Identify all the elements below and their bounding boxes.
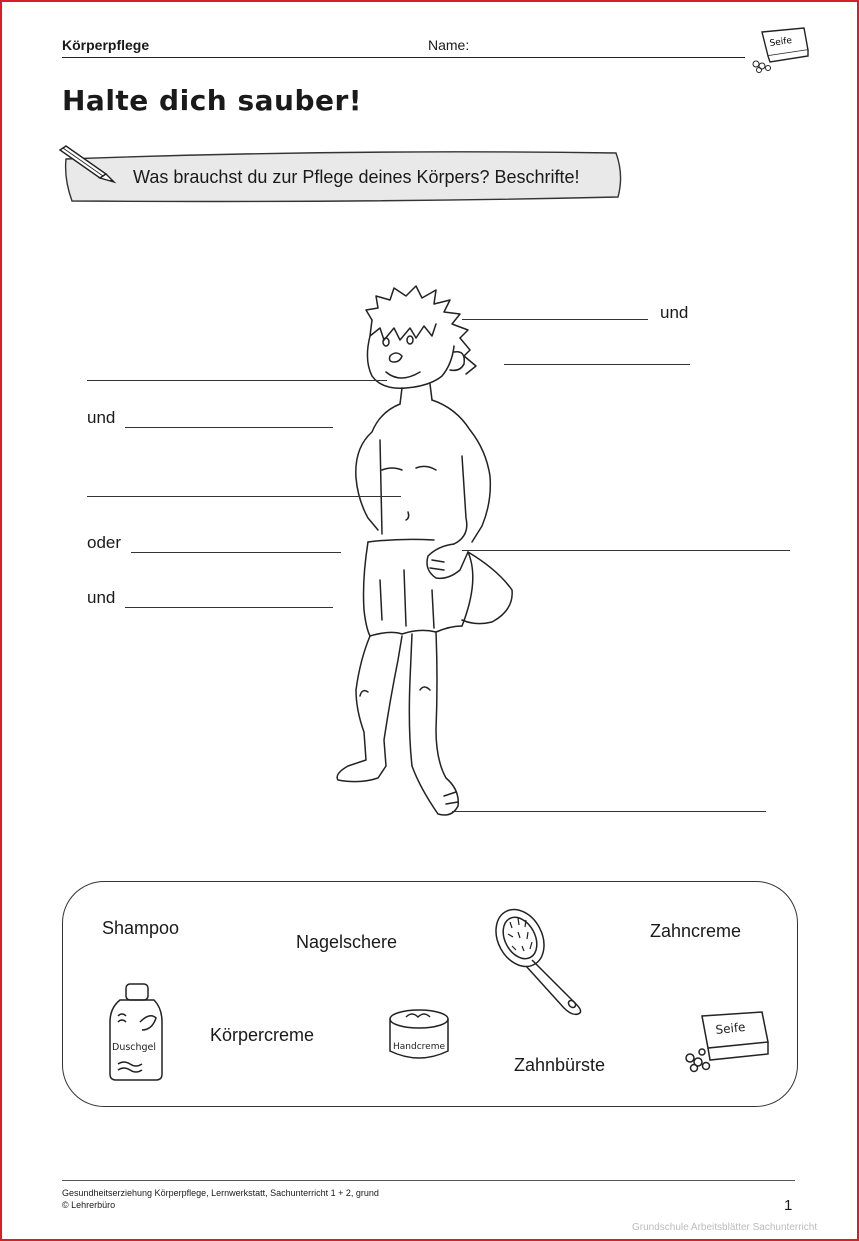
- answer-line-8[interactable]: [125, 607, 333, 608]
- watermark: Grundschule Arbeitsblätter Sachunterricht: [632, 1222, 818, 1233]
- answer-line-9[interactable]: [452, 811, 766, 812]
- answer-line-7[interactable]: [462, 550, 790, 551]
- footer-publisher: © Lehrerbüro: [62, 1200, 116, 1210]
- answer-line-5[interactable]: [87, 496, 401, 497]
- word-zahncreme: Zahncreme: [650, 921, 742, 941]
- name-label: Name:: [428, 37, 470, 53]
- word-shampoo: Shampoo: [102, 918, 180, 938]
- word-nagelschere: Nagelschere: [296, 932, 398, 952]
- footer-rule: [62, 1180, 795, 1181]
- word-koerpercreme: Körpercreme: [210, 1025, 315, 1045]
- word-zahnbuerste: Zahnbürste: [514, 1055, 606, 1075]
- task-instruction: Was brauchst du zur Pflege deines Körpers? Beschrifte!: [133, 167, 580, 187]
- label-und-2: und: [87, 408, 116, 427]
- label-oder: oder: [87, 533, 122, 552]
- answer-line-2[interactable]: [504, 364, 690, 365]
- label-und-3: und: [87, 588, 116, 607]
- answer-line-3[interactable]: [87, 380, 387, 381]
- soap-header-label: Seife: [769, 35, 793, 49]
- answer-line-6[interactable]: [131, 552, 341, 553]
- hairbrush-icon: [492, 904, 592, 1016]
- page-title: Halte dich sauber!: [62, 84, 363, 117]
- bottle-label: Duschgel: [112, 1042, 157, 1053]
- header-rule: [62, 57, 745, 58]
- label-und-1: und: [660, 303, 689, 322]
- shower-gel-bottle-icon: [104, 982, 168, 1082]
- answer-line-1[interactable]: [462, 319, 648, 320]
- jar-label: Handcreme: [393, 1042, 445, 1052]
- soap-bar-label: Seife: [714, 1019, 747, 1037]
- page-number: 1: [784, 1197, 793, 1214]
- soap-icon: [748, 26, 812, 74]
- answer-line-4[interactable]: [125, 427, 333, 428]
- footer-source: Gesundheitserziehung Körperpflege, Lernwerkstatt, Sachunterricht 1 + 2, grund: [62, 1188, 379, 1198]
- subject-label: Körperpflege: [62, 37, 150, 53]
- soap-bar-icon: [682, 1008, 774, 1080]
- hand-cream-jar-icon: [384, 1007, 454, 1067]
- pencil-icon: [56, 144, 118, 184]
